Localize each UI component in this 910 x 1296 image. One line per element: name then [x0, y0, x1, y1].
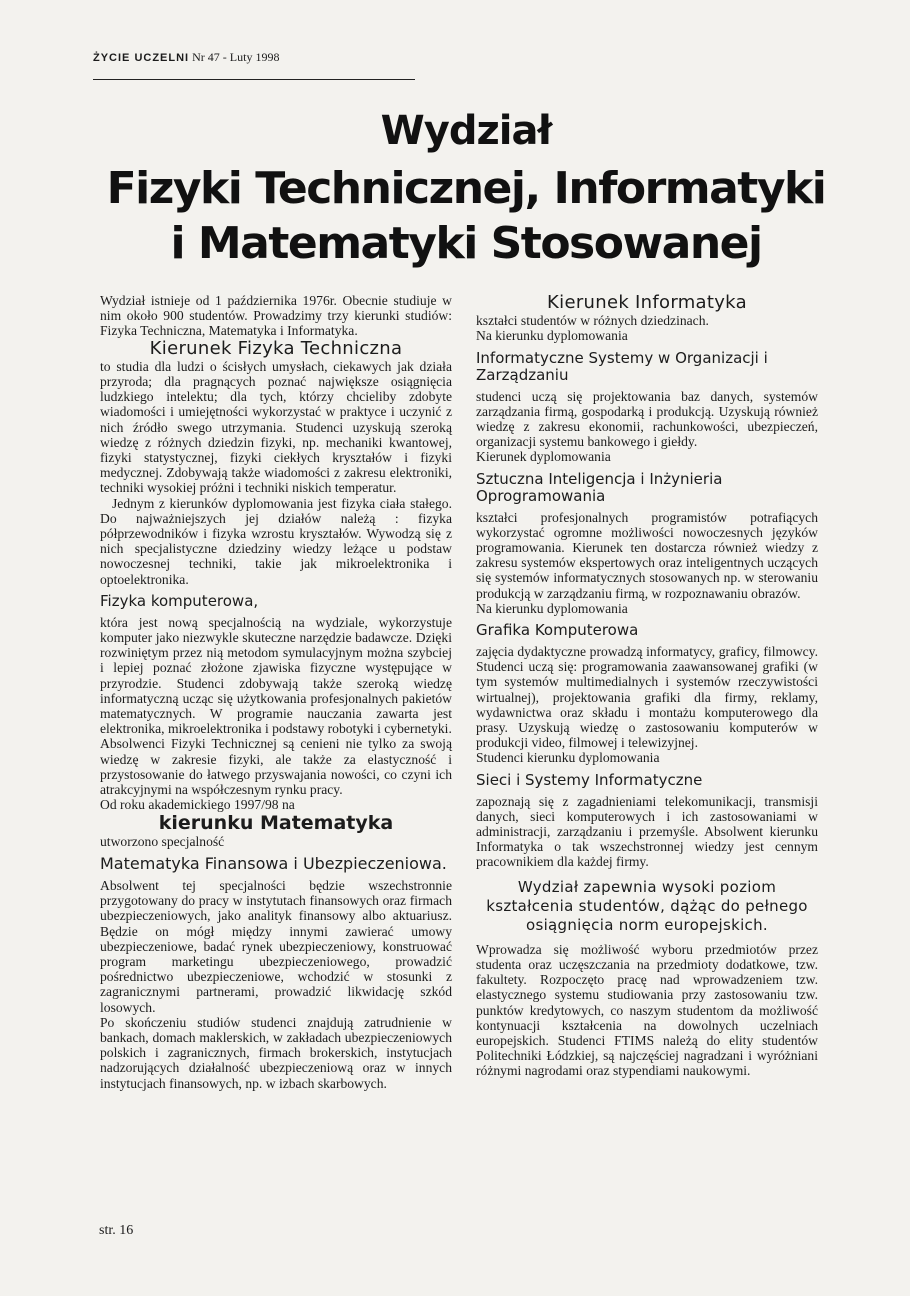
sieci-heading: Sieci i Systemy Informatyczne: [476, 770, 703, 789]
finansowa-paragraph-2: Po skończeniu studiów studenci znajdują zatrudnienie w bankach, domach maklerskich, w zakładach ubezpieczeniowych polskich i zagranicznych, firmach brokerskich, instytucjach nadzorujących działalność ubezpieczeniową oraz w innych instytucjach finansowych, np. w izbach skarbowych.: [100, 1014, 452, 1091]
grafika-paragraph: zajęcia dydaktyczne prowadzą informatycy, graficy, filmowcy. Studenci uczą się: programowania zaawansowanej grafiki (w tym systemów multimedialnych i systemów rzeczywistości wirtualnej), projektowania grafiki dla firmy, reklamy, wydawnictwa oraz składu i montażu komputerowego dla prasy. Uzyskują wiedzę o zastosowaniu komputerów w produkcji video, filmowej i telewizyjnej.: [476, 644, 818, 751]
right-column: [476, 293, 818, 1079]
si-heading: Sztuczna Inteligencja i Inżynieria Oprogramowania: [476, 469, 723, 505]
od-roku-line: Od roku akademickiego 1997/98 na: [100, 797, 295, 813]
dyplom-label-1: Na kierunku dyplomowania: [476, 328, 628, 344]
isoz-heading: Informatyczne Systemy w Organizacji i Zarządzaniu: [476, 348, 768, 384]
finansowa-heading: Matematyka Finansowa i Ubezpieczeniowa.: [100, 853, 447, 873]
poziom-heading: Wydział zapewnia wysoki poziom kształcenia studentów, dążąc do pełnego osiągnięcia norm europejskich.: [486, 877, 808, 934]
komputerowa-paragraph: która jest nową specjalnością na wydziale, wykorzystuje komputer jako niezwykle skuteczne narzędzie badawcze. Dzięki rozwiniętym przez nią metodom symulacyjnym można szybciej i lepiej poznać złożone zjawiska fizyczne występujące w przyrodzie. Studenci zdobywają także szeroką wiedzę informatyczną ucząc się użytkowania profesjonalnych pakietów matematycznych. W programie nauczania zawarta jest elektronika, mikroelektronika i podstawy robotyki i cybernetyki.: [100, 614, 452, 737]
poziom-paragraph: Wprowadza się możliwość wyboru przedmiotów przez studenta oraz uczęszczania na przedmioty dodatkowe, tzw. fakultety. Rozpoczęto pracę nad wprowadzeniem tzw. elastycznego systemu studiowania przy zastosowaniu tzw. punktów kredytowych, co naszym studentom da możliwość kontynuacji kształcenia na dowolnych uczelniach europejskich. Studenci FTIMS należą do elity studentów Politechniki Łódzkiej, są najczęściej nagradzani i wyróżniani różnymi nagrodami oraz stypendiami naukowymi.: [476, 941, 818, 1079]
grafika-heading: Grafika Komputerowa: [476, 621, 639, 640]
finansowa-paragraph-1: Absolwent tej specjalności będzie wszechstronnie przygotowany do pracy w instytutach finansowych oraz firmach ubezpieczeniowych, jako analityk finansowy albo aktuariusz. Będzie on mógł między innymi zawierać umowy ubezpieczeniowe, badać rynek ubezpieczeniowy, konstruować program marketingu ubezpieczeniowego, prowadzić pośrednictwo ubezpieczeniowe, wchodzić w stosunki z zagranicznymi partnerami, prowadzić likwidację szkód losowych.: [100, 877, 452, 1015]
page-number: str. 16: [99, 1223, 134, 1238]
fizyka-heading: Kierunek Fizyka Techniczna: [149, 337, 403, 359]
informatyka-heading: Kierunek Informatyka: [547, 292, 747, 313]
si-paragraph: kształci profesjonalnych programistów potrafiących wykorzystać ogromne możliwości nowoczesnych języków programowania. Kierunek ten dostarcza również wiedzy z zakresu systemów ekspertowych oraz inteligentnych uczących się systemów informatycznych stosowanych np. w sterowaniu produkcją w zarządzaniu firmą, w rozpoznawaniu obrazów.: [476, 509, 818, 601]
dyplom-label-3: Na kierunku dyplomowania: [476, 600, 628, 616]
dyplom-label-4: Studenci kierunku dyplomowania: [476, 750, 660, 766]
sieci-paragraph: zapoznają się z zagadnieniami telekomunikacji, transmisji danych, sieci komputerowych i ich zastosowaniami w administracji, zarządzaniu i przemyśle. Absolwent kierunku Informatyka o tak wszechstronnej wiedzy jest cennym pracownikiem dla każdej firmy.: [476, 793, 818, 870]
intro-paragraph: Wydział istnieje od 1 października 1976r. Obecnie studiuje w nim około 900 studentów. Prowadzimy trzy kierunki studiów: Fizyka Techniczna, Matematyka i Informatyka.: [100, 293, 452, 339]
magazine-name: ŻYCIE UCZELNI: [93, 52, 190, 64]
running-header: [93, 50, 279, 65]
title-line-2: Fizyki Technicznej, Informatyki: [106, 163, 826, 214]
absolwenci-paragraph: Absolwenci Fizyki Technicznej są cenieni nie tylko za swoją wiedzę w zakresie fizyki, ale także za elastyczność i przystosowanie do łatwego przyswajania nowości, co czyni ich atrakcyjnymi na współczesnym rynku pracy.: [100, 736, 452, 798]
komputerowa-heading: Fizyka komputerowa,: [100, 591, 259, 610]
matematyka-heading: kierunku Matematyka: [158, 811, 394, 834]
header-rule: [93, 79, 415, 80]
title-line-3: i Matematyki Stosowanej: [170, 218, 762, 269]
fizyka-paragraph-2: Jednym z kierunków dyplomowania jest fizyka ciała stałego. Do najważniejszych jej działów należą : fizyka półprzewodników i fizyka wzrostu kryształów. Wywodzą się z nich specjalistyczne dziedziny wiedzy leżące u podstaw nowoczesnej techniki, takie jak mikroelektronika i optoelektronika.: [100, 495, 452, 587]
left-column: [100, 293, 452, 1091]
dyplom-label-2: Kierunek dyplomowania: [476, 449, 611, 465]
title-line-1: Wydział: [380, 108, 552, 154]
fizyka-paragraph-1: to studia dla ludzi o ścisłych umysłach, ciekawych jak działa przyroda; dla pragnących poznać największe osiągnięcia ludzkiego intelektu; dla tych, którzy chcieliby zdobyte wiadomości i umiejętności wykorzystać w praktyce i uczynić z nich źródło swego utrzymania. Studenci uzyskują szeroką wiedzę z różnych dziedzin fizyki, np. mechaniki kwantowej, fizyki statystycznej, fizyki ciekłych kryształów i fizyki medycznej. Zdobywają także wiadomości z zakresu elektroniki, techniki wysokiej próżni i techniki niskich temperatur.: [100, 358, 452, 496]
utworzono-line: utworzono specjalność: [100, 833, 225, 849]
isoz-paragraph: studenci uczą się projektowania baz danych, systemów zarządzania firmą, gospodarką i produkcją. Uzyskują również wiedzę z zakresu ekonomii, rachunkowości, ubezpieczeń, organizacji systemu bankowego i giełdy.: [476, 388, 818, 450]
issue-info: Nr 47 - Luty 1998: [192, 50, 280, 64]
informatyka-paragraph: kształci studentów w różnych dziedzinach.: [476, 313, 709, 329]
